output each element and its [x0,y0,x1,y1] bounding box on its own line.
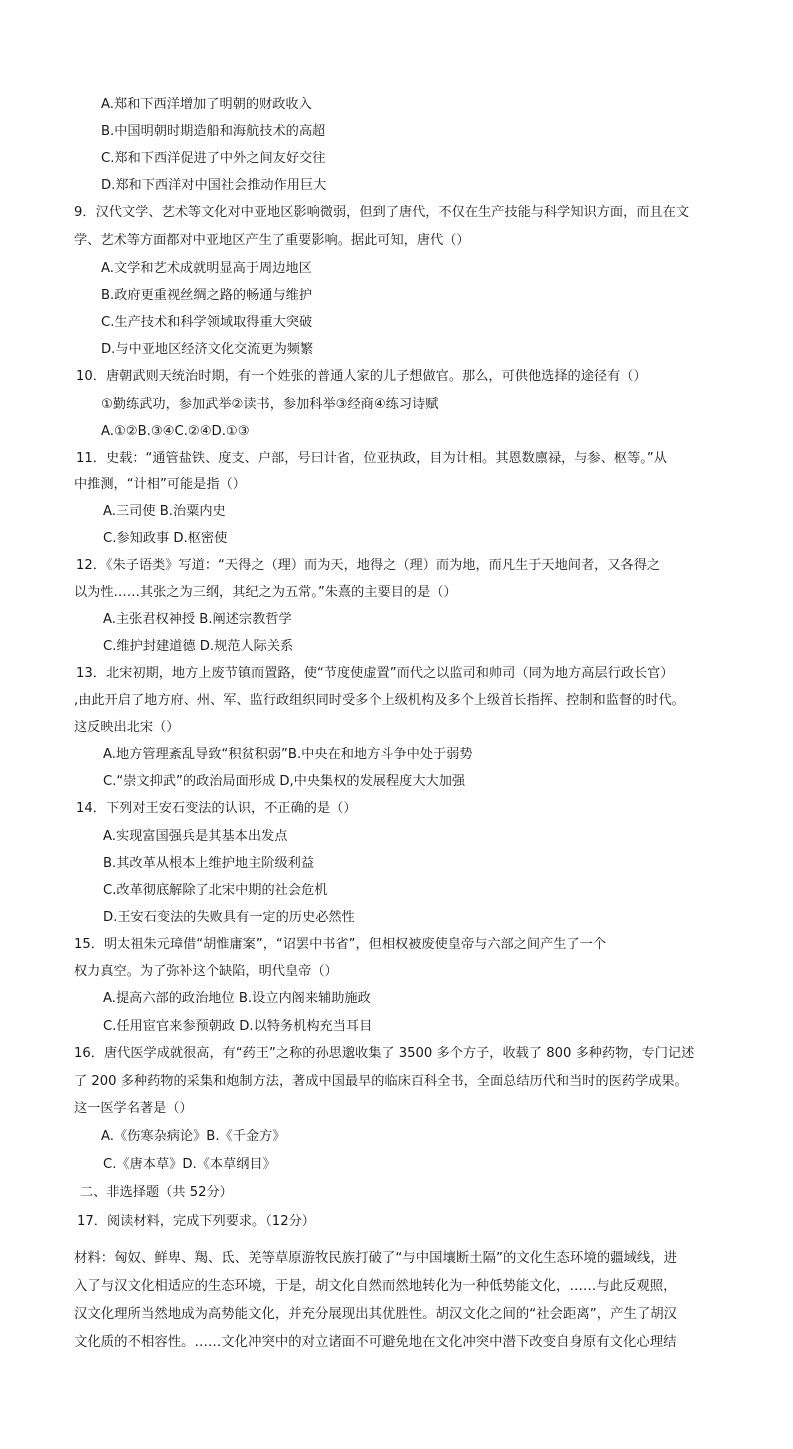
q9-option-a: A.文学和艺术成就明显高于周边地区 [101,261,312,276]
q15-options-cd: C.任用宦官来参预朝政 D.以特务机构充当耳目 [103,1019,373,1034]
q9-stem-line1: 9．汉代文学、艺术等文化对中亚地区影响微弱，但到了唐代，不仅在生产技能与科学知识方面，而且在文 [74,205,690,220]
q8-option-d: D.郑和下西洋对中国社会推动作用巨大 [101,178,327,193]
q11-options-cd: C.参知政事 D.枢密使 [103,531,228,546]
material-line4: 文化质的不相容性。……文化冲突中的对立诸面不可避免地在文化冲突中潜下改变自身原有文化心理结 [74,1335,677,1350]
material-line3: 汉文化理所当然地成为高势能文化，并充分展现出其优胜性。胡汉文化之间的“社会距离”，产生了胡汉 [74,1307,678,1322]
q12-stem-line2: 以为性……其张之为三纲，其纪之为五常。”朱熹的主要目的是（） [74,585,457,600]
q12-options-ab: A.主张君权神授 B.阐述宗教哲学 [103,612,292,627]
q12-stem-line1: 12．《朱子语类》写道：“天得之（理）而为天，地得之（理）而为地，而凡生于天地间者，又各得之 [76,558,661,573]
material-line2: 入了与汉文化相适应的生态环境，于是，胡文化自然而然地转化为一种低势能文化，……与此反观照， [74,1279,677,1294]
q16-stem-line2: 了 200 多种药物的采集和炮制方法，著成中国最早的临床百科全书，全面总结历代和当时的医药学成果。 [74,1074,688,1089]
q13-options-ab: A.地方管理紊乱导致“积贫积弱”B.中央在和地方斗争中处于弱势 [103,747,473,762]
q8-option-b: B.中国明朝时期造船和海航技术的高超 [101,124,326,139]
section-heading-non-choice: 二、非选择题（共 52分） [80,1185,233,1200]
q14-stem: 14．下列对王安石变法的认识，不正确的是（） [76,801,357,816]
q11-stem-line2: 中推测，“计相”可能是指（） [74,477,246,492]
q9-stem-line2: 学、艺术等方面都对中亚地区产生了重要影响。据此可知，唐代（） [74,233,470,248]
q14-option-d: D.王安石变法的失败具有一定的历史必然性 [103,910,355,925]
q16-stem-line1: 16．唐代医学成就很高，有“药王”之称的孙思邈收集了 3500 多个方子，收载了 800 多种药物，专门记述 [74,1046,695,1061]
q10-stem-line1: 10．唐朝武则天统治时期，有一个姓张的普通人家的儿子想做官。那么，可供他选择的途径有（） [76,369,647,384]
q15-stem-line1: 15．明太祖朱元璋借“胡惟庸案”，“诏罢中书省”，但相权被废使皇帝与六部之间产生了一个 [74,937,607,952]
q11-options-ab: A.三司使 B.治粟内史 [103,504,226,519]
q10-stem-line2: ①勤练武功，参加武举②读书，参加科举③经商④练习诗赋 [101,397,439,412]
q16-stem-line3: 这一医学名著是（） [74,1101,193,1116]
q13-stem-line2: ,由此开启了地方府、州、军、监行政组织同时受多个上级机构及多个上级首长指挥、控制和监督的时代。 [74,693,685,708]
q11-stem-line1: 11．史载：“通管盐铁、度支、户部，号曰计省，位亚执政，目为计相。其恩数廪禄，与参、枢等。”从 [76,451,667,466]
q15-stem-line2: 权力真空。为了弥补这个缺陷，明代皇帝（） [74,964,338,979]
q9-option-b: B.政府更重视丝绸之路的畅通与维护 [101,288,313,303]
q9-option-c: C.生产技术和科学领域取得重大突破 [101,315,313,330]
q8-option-c: C.郑和下西洋促进了中外之间友好交往 [101,151,326,166]
material-line1: 材料：匈奴、鲜卑、羯、氐、羌等草原游牧民族打破了“与中国壤断土隔”的文化生态环境的疆域线，进 [74,1251,678,1266]
q16-options-ab: A.《伤寒杂病论》B.《千金方》 [101,1129,286,1144]
q13-stem-line1: 13．北宋初期，地方上废节镇而置路，使“节度使虚置”而代之以监司和帅司（同为地方高层行政长官） [76,666,674,681]
q12-options-cd: C.维护封建道德 D.规范人际关系 [103,639,294,654]
q10-options: A.①②B.③④C.②④D.①③ [101,424,250,439]
q15-options-ab: A.提高六部的政治地位 B.设立内阁来辅助施政 [103,991,371,1006]
q14-option-b: B.其改革从根本上维护地主阶级利益 [103,856,315,871]
q13-stem-line3: 这反映出北宋（） [74,720,180,735]
q14-option-c: C.改革彻底解除了北宋中期的社会危机 [103,883,328,898]
q16-options-cd: C.《唐本草》D.《本草纲目》 [103,1157,276,1172]
q9-option-d: D.与中亚地区经济文化交流更为频繁 [101,342,314,357]
q8-option-a: A.郑和下西洋增加了明朝的财政收入 [101,97,312,112]
q14-option-a: A.实现富国强兵是其基本出发点 [103,829,288,844]
q13-options-cd: C.“崇文抑武”的政治局面形成 D,中央集权的发展程度大大加强 [103,774,466,789]
q17-stem: 17．阅读材料，完成下列要求。（12分） [77,1214,315,1229]
